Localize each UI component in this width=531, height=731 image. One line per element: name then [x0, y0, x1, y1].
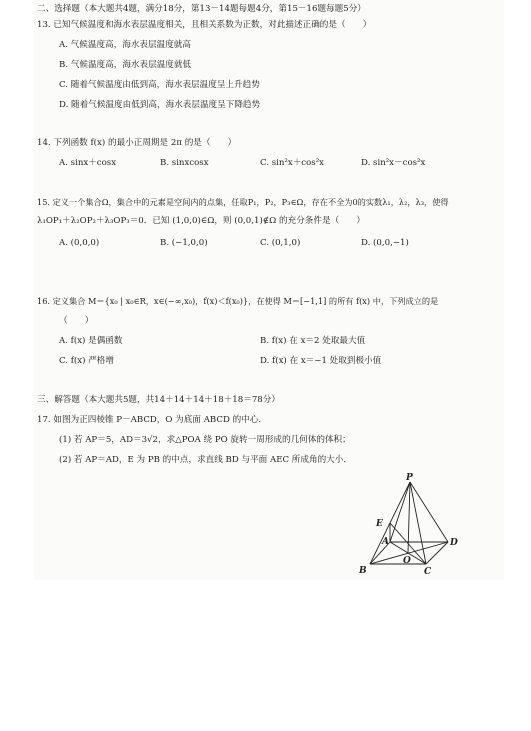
q13-option-a: A. 气候温度高，海水表层温度就高	[59, 40, 191, 50]
q15-option-d: D. (0,0,−1)	[361, 238, 409, 248]
section2-header: 二、选择题（本大题共4题，满分18分，第13－14题每题4分，第15－16题每题5分）	[37, 4, 366, 14]
q15-stem-line2: λ₁OP₁＋λ₂OP₂＋λ₃OP₃＝0．已知 (1,0,0)∈Ω，则 (0,0,1)∉Ω 的充分条件是（ ）	[37, 216, 365, 226]
label-o: O	[403, 556, 411, 566]
q13-option-c: C. 随着气候温度由低到高，海水表层温度呈上升趋势	[59, 80, 260, 90]
q14-option-b: B. sinxcosx	[160, 158, 209, 168]
q15-option-c: C. (0,1,0)	[260, 238, 301, 248]
q13-stem: 13. 已知气候温度和海水表层温度相关，且相关系数为正数，对此描述正确的是（ ）	[37, 20, 372, 30]
label-e: E	[376, 519, 383, 529]
q16-option-d: D. f(x) 在 x＝−1 处取到极小值	[260, 356, 382, 366]
label-c: C	[424, 567, 432, 577]
q13-option-d: D. 随着气候温度由低到高，海水表层温度呈下降趋势	[59, 100, 261, 110]
q15-option-a: A. (0,0,0)	[59, 238, 100, 248]
q13-option-b: B. 气候温度高，海水表层温度就低	[59, 60, 192, 70]
q16-stem-line2: （ ）	[59, 316, 94, 326]
q17-stem: 17. 如图为正四棱锥 P－ABCD，O 为底面 ABCD 的中心．	[37, 415, 267, 425]
label-p: P	[406, 473, 413, 483]
q16-option-a: A. f(x) 是偶函数	[59, 336, 123, 346]
q15-stem-line1: 15. 定义一个集合Ω，集合中的元素是空间内的点集，任取P₁，P₂，P₃∈Ω，存在不全为0的实数λ₁，λ₂，λ₃，使得	[37, 197, 449, 207]
label-a: A	[382, 537, 389, 547]
label-b: B	[359, 566, 367, 576]
q16-stem-line1: 16. 定义集合 M＝{x₀ | x₀∈R，x∈(−∞,x₀)，f(x)＜f(x₀)}，在使得 M＝[−1,1] 的所有 f(x) 中，下列成立的是	[37, 296, 439, 306]
q15-option-b: B. (−1,0,0)	[160, 238, 208, 248]
q14-option-a: A. sinx＋cosx	[59, 158, 117, 168]
q17-part1: (1) 若 AP＝5，AD＝3√2，求△POA 绕 PO 旋转一周形成的几何体的体积；	[59, 435, 351, 445]
section3-header: 三、解答题（本大题共5题，共14＋14＋14＋18＋18＝78分）	[37, 395, 280, 405]
q16-option-b: B. f(x) 在 x＝2 处取最大值	[260, 336, 366, 346]
q17-part2: (2) 若 AP＝AD，E 为 PB 的中点，求直线 BD 与平面 AEC 所成角的大小．	[59, 455, 352, 465]
q14-stem: 14. 下列函数 f(x) 的最小正周期是 2π 的是（ ）	[37, 138, 237, 148]
edge-pa	[390, 482, 410, 542]
q16-option-c: C. f(x) 严格增	[59, 356, 114, 366]
q14-option-d: D. sin²x－cos²x	[361, 158, 426, 168]
pyramid-figure	[350, 472, 470, 577]
q14-option-c: C. sin²x＋cos²x	[260, 158, 324, 168]
label-d: D	[450, 538, 458, 548]
